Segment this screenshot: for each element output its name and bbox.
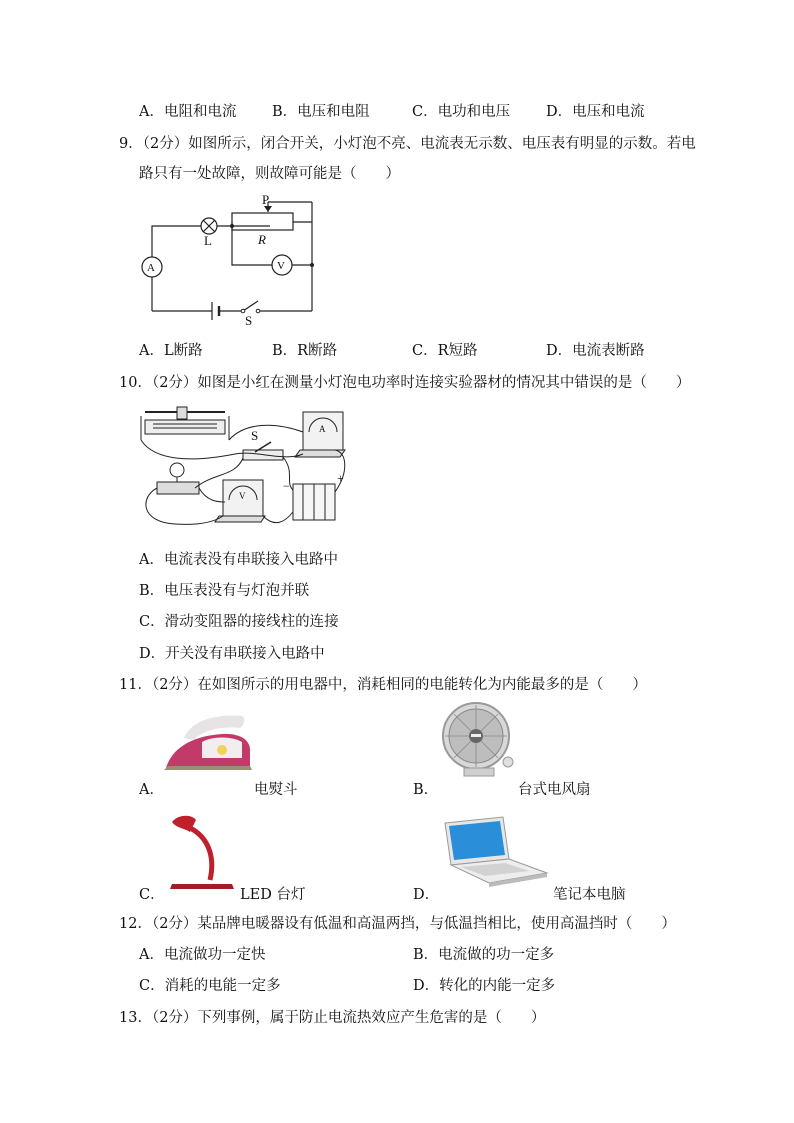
q10-label-minus: − xyxy=(283,479,290,493)
q10-apparatus-figure xyxy=(135,402,350,530)
q9-option-b: B．R断路 xyxy=(272,343,338,359)
laptop-image xyxy=(437,813,549,893)
q8-option-d: D．电压和电流 xyxy=(546,104,645,120)
q10-option-a: A．电流表没有串联接入电路中 xyxy=(139,552,338,568)
q10-label-s: S xyxy=(251,428,259,443)
q9-label-v: V xyxy=(277,260,285,272)
q9-label-r: R xyxy=(258,232,266,247)
q11-option-b-name: 台式电风扇 xyxy=(518,782,591,798)
q10-option-c: C．滑动变阻器的接线柱的连接 xyxy=(139,614,339,630)
q11-option-d-letter: D． xyxy=(413,887,440,903)
q11-option-a-letter: A． xyxy=(139,782,164,798)
q9-label-a: A xyxy=(147,262,155,274)
q11-option-c-letter: C． xyxy=(139,887,165,903)
q12-option-c: C．消耗的电能一定多 xyxy=(139,978,281,994)
q12-option-a: A．电流做功一定快 xyxy=(139,947,266,963)
q9-label-l: L xyxy=(204,233,212,248)
q10-option-d: D．开关没有串联接入电路中 xyxy=(139,646,325,662)
q10-label-a: A xyxy=(319,424,326,434)
q10-stem: 10．（2分）如图是小红在测量小灯泡电功率时连接实验器材的情况其中错误的是（ ） xyxy=(119,375,691,391)
q9-stem-line2: 路只有一处故障，则故障可能是（ ） xyxy=(139,166,400,182)
q8-option-a: A．电阻和电流 xyxy=(139,104,237,120)
q11-option-a-name: 电熨斗 xyxy=(254,782,298,798)
q8-option-c: C．电功和电压 xyxy=(412,104,511,120)
q10-label-plus: + xyxy=(337,471,344,485)
q12-option-b: B．电流做的功一定多 xyxy=(413,947,555,963)
q11-option-b-letter: B． xyxy=(413,782,439,798)
q9-label-s: S xyxy=(245,313,253,328)
q13-stem: 13．（2分）下列事例，属于防止电流热效应产生危害的是（ ） xyxy=(119,1010,546,1026)
q9-stem-line1: 9．（2分）如图所示，闭合开关，小灯泡不亮、电流表无示数、电压表有明显的示数。若电 xyxy=(119,136,696,152)
electric-iron-image xyxy=(162,708,254,776)
q10-label-v: V xyxy=(239,491,246,501)
led-desk-lamp-image xyxy=(166,810,238,892)
q12-stem: 12．（2分）某品牌电暖器设有低温和高温两挡，与低温挡相比，使用高温挡时（ ） xyxy=(119,916,676,932)
q9-label-p: P xyxy=(262,192,270,207)
q10-option-b: B．电压表没有与灯泡并联 xyxy=(139,583,310,599)
q11-option-d-name: 笔记本电脑 xyxy=(553,887,626,903)
q11-stem: 11．（2分）在如图所示的用电器中，消耗相同的电能转化为内能最多的是（ ） xyxy=(119,677,647,693)
desk-fan-image xyxy=(438,700,518,780)
q12-option-d: D．转化的内能一定多 xyxy=(413,978,556,994)
q9-option-a: A．L断路 xyxy=(139,343,203,359)
q9-circuit-diagram xyxy=(135,192,335,332)
q11-option-c-name: LED 台灯 xyxy=(240,887,306,903)
q9-option-c: C．R短路 xyxy=(412,343,478,359)
q8-option-b: B．电压和电阻 xyxy=(272,104,370,120)
q9-option-d: D．电流表断路 xyxy=(546,343,645,359)
